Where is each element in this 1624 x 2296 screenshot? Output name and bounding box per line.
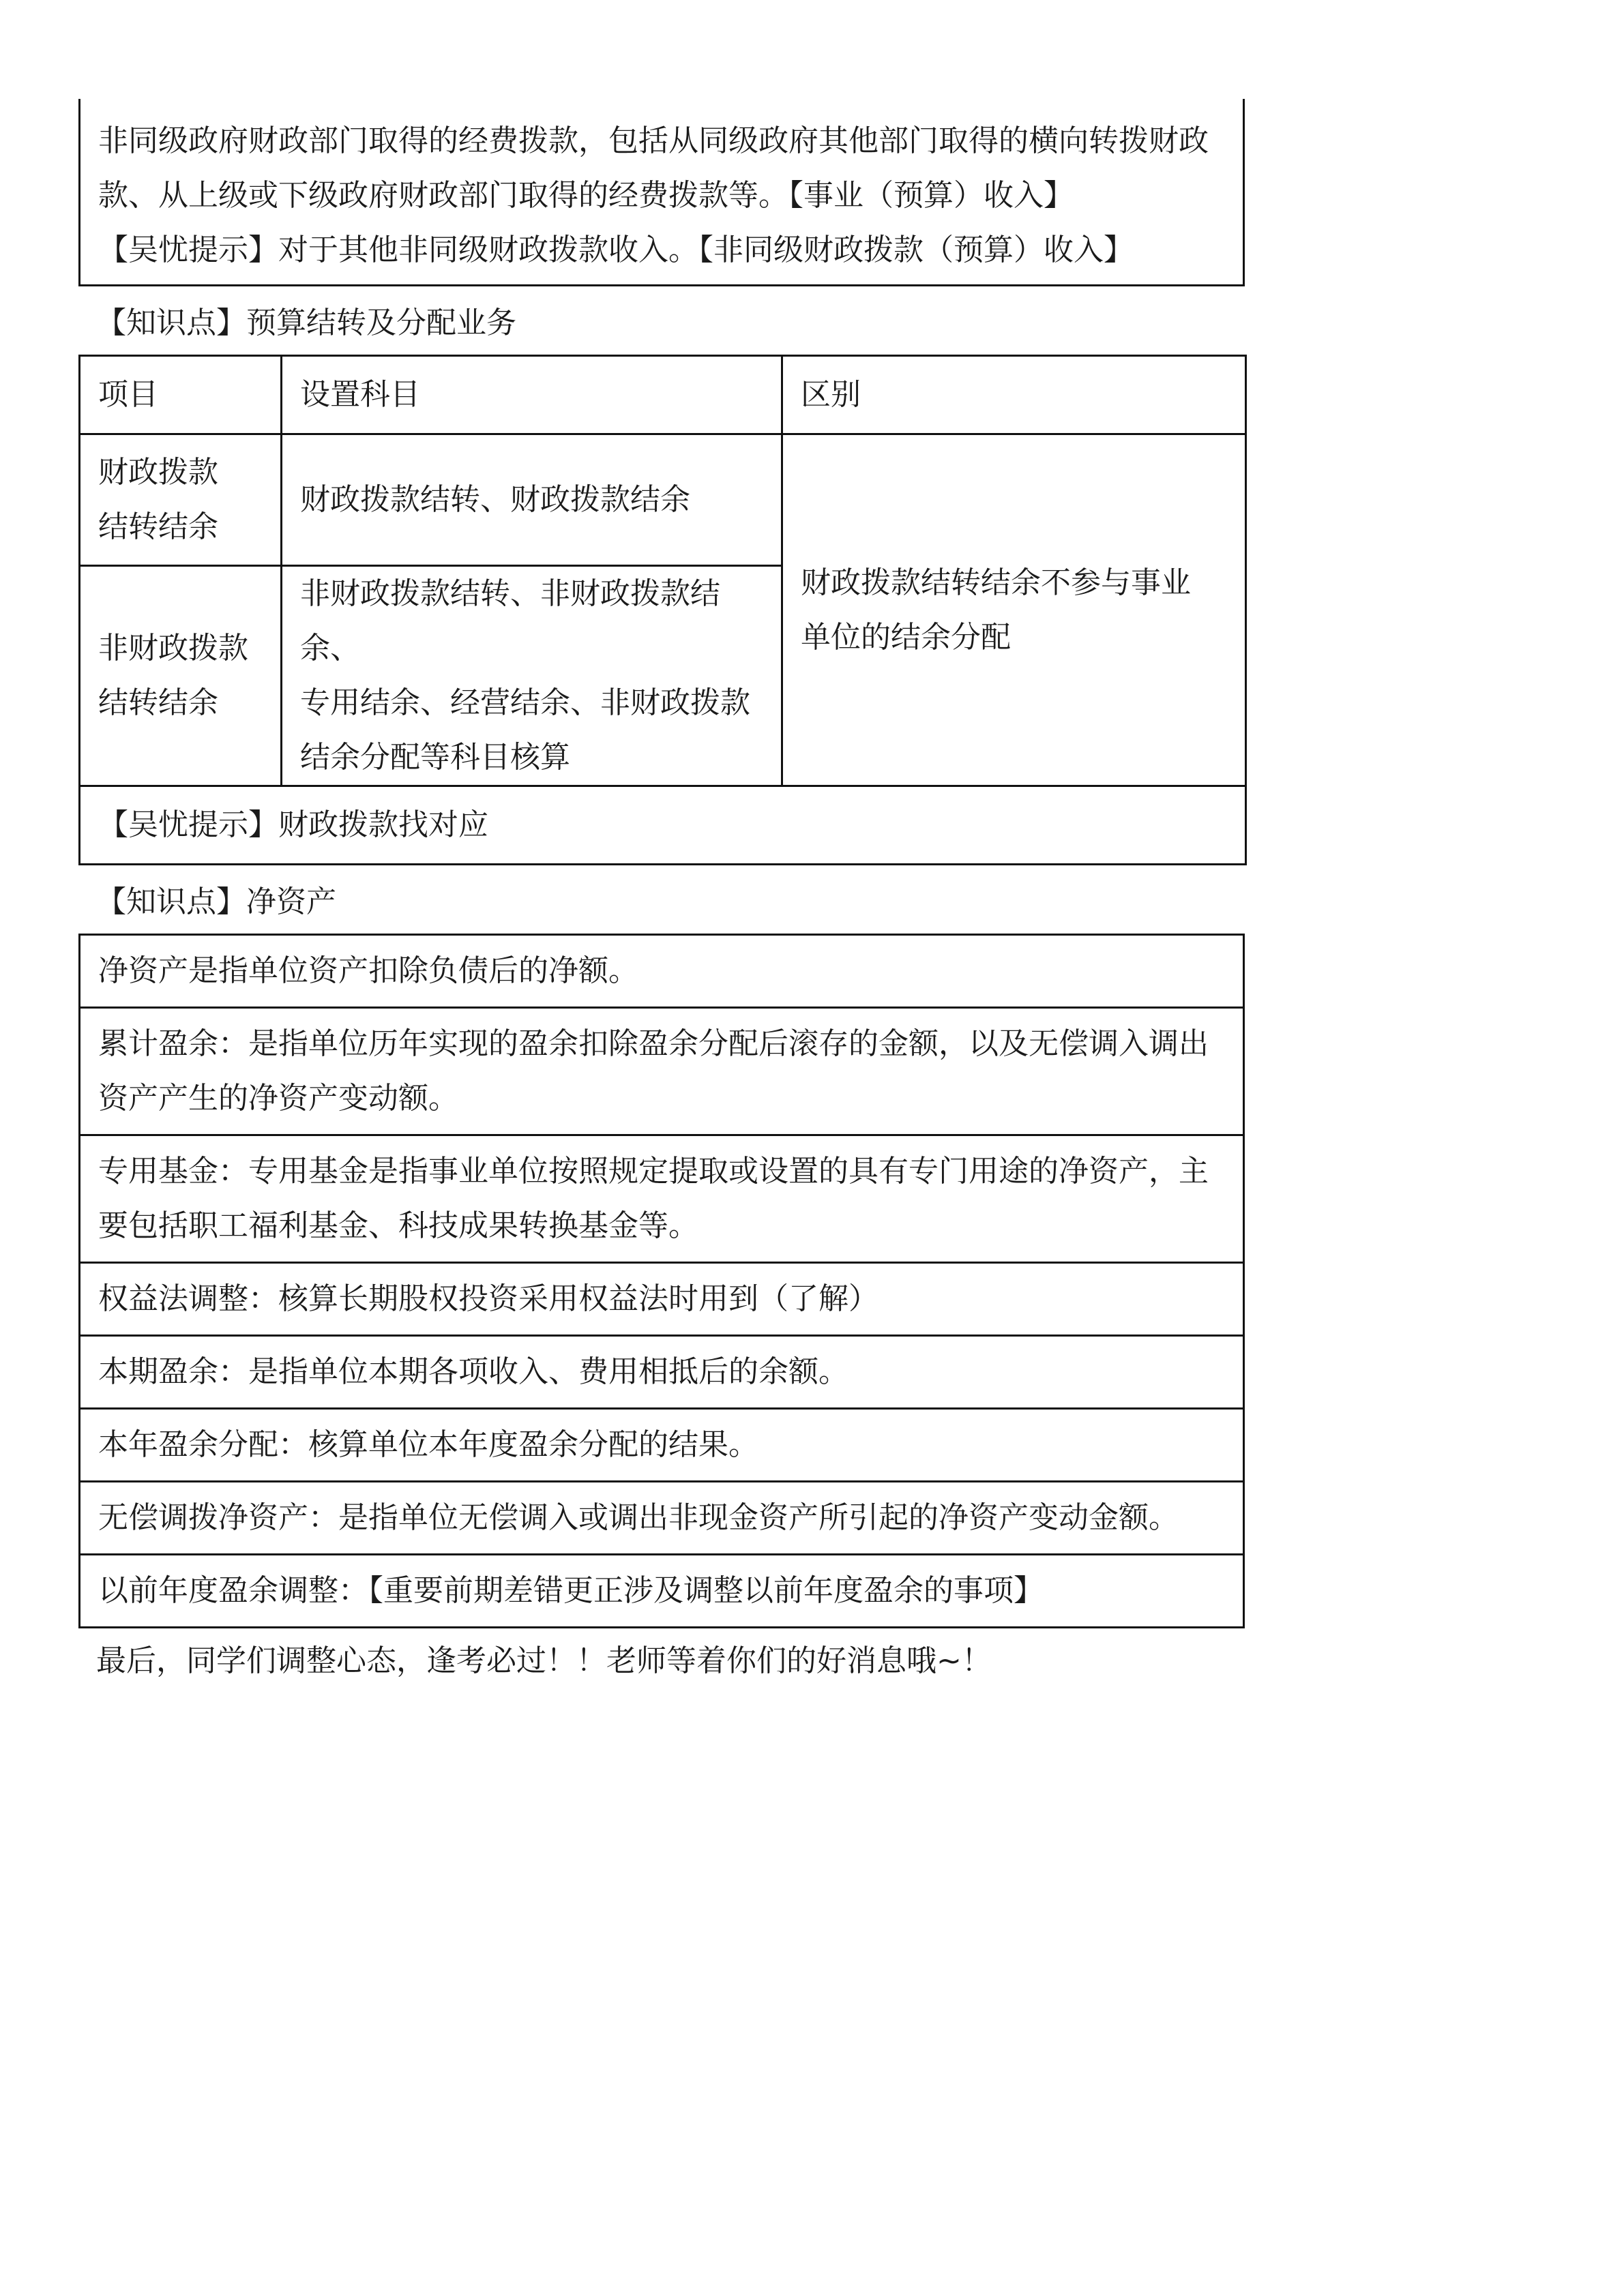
table-header-cell: 设置科目 <box>282 356 782 434</box>
table-tip-cell: 【吴忧提示】财政拨款找对应 <box>80 786 1246 865</box>
section-heading-budget: 【知识点】预算结转及分配业务 <box>96 305 516 340</box>
difference-line: 单位的结余分配 <box>801 619 1011 655</box>
list-item: 本年盈余分配：核算单位本年度盈余分配的结果。 <box>78 1410 1245 1482</box>
table-cell-item <box>80 434 282 566</box>
net-assets-list <box>78 934 1245 1628</box>
item-line: 非财政拨款 <box>98 631 248 666</box>
list-item: 本期盈余：是指单位本期各项收入、费用相抵后的余额。 <box>78 1337 1245 1410</box>
document-page <box>78 0 1245 1688</box>
revenue-note-box <box>78 99 1245 286</box>
table-header-row <box>80 356 1246 434</box>
accounts-line: 结余分配等科目核算 <box>300 740 570 775</box>
list-item: 以前年度盈余调整：【重要前期差错更正涉及调整以前年度盈余的事项】 <box>78 1555 1245 1628</box>
accounts-line: 非财政拨款结转、非财政拨款结余、 <box>300 576 720 666</box>
list-item: 累计盈余：是指单位历年实现的盈余扣除盈余分配后滚存的金额，以及无偿调入调出资产产生的净资产变动额。 <box>78 1009 1245 1136</box>
section-heading-net-assets: 【知识点】净资产 <box>96 884 336 919</box>
list-item: 权益法调整：核算长期股权投资采用权益法时用到（了解） <box>78 1264 1245 1337</box>
item-line: 财政拨款 <box>98 455 218 490</box>
revenue-note-tip: 【吴忧提示】对于其他非同级财政拨款收入。【非同级财政拨款（预算）收入】 <box>98 233 1134 267</box>
list-item: 无偿调拨净资产：是指单位无偿调入或调出非现金资产所引起的净资产变动金额。 <box>78 1482 1245 1555</box>
item-line: 结转结余 <box>98 509 218 544</box>
accounts-line: 专用结余、经营结余、非财政拨款 <box>300 685 750 720</box>
item-line: 结转结余 <box>98 685 218 720</box>
table-header-cell: 区别 <box>782 356 1246 434</box>
table-row <box>80 434 1246 566</box>
revenue-note-line-2: 款、从上级或下级政府财政部门取得的经费拨款等。【事业（预算）收入】 <box>98 178 1074 213</box>
list-item: 专用基金：专用基金是指事业单位按照规定提取或设置的具有专门用途的净资产，主要包括职工福利基金、科技成果转换基金等。 <box>78 1136 1245 1264</box>
list-item: 净资产是指单位资产扣除负债后的净额。 <box>78 934 1245 1009</box>
revenue-note-line-1: 非同级政府财政部门取得的经费拨款，包括从同级政府其他部门取得的横向转拨财政 <box>98 123 1209 158</box>
budget-carryover-table <box>78 355 1247 865</box>
table-cell-difference <box>782 434 1246 786</box>
table-tip-row <box>80 786 1246 865</box>
closing-message: 最后，同学们调整心态，逢考必过！！老师等着你们的好消息哦~！ <box>96 1643 992 1678</box>
table-cell-accounts: 财政拨款结转、财政拨款结余 <box>282 434 782 566</box>
table-cell-item <box>80 566 282 786</box>
table-cell-accounts <box>282 566 782 786</box>
difference-line: 财政拨款结转结余不参与事业 <box>801 565 1191 600</box>
table-header-cell: 项目 <box>80 356 282 434</box>
